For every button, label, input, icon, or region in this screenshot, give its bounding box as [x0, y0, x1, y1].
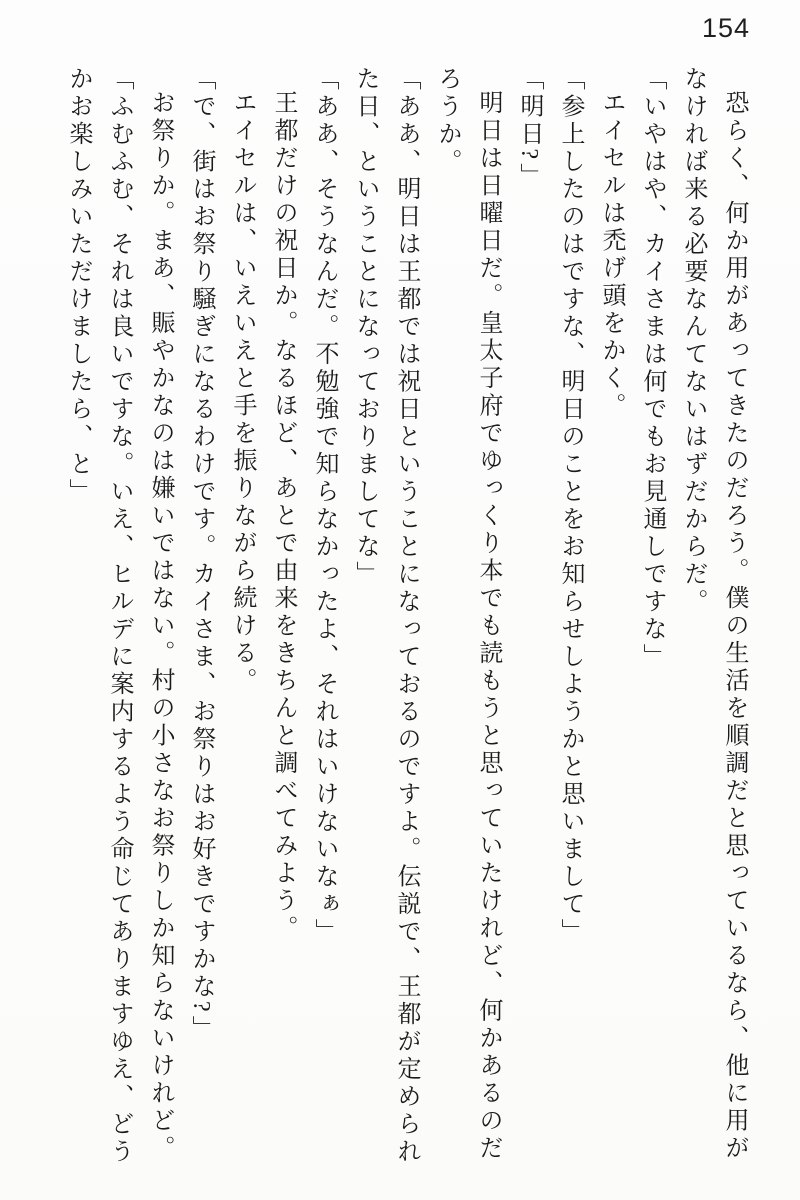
page-number: 154 — [701, 13, 750, 43]
paragraph-10: エイセルは、いえいえと手を振りながら続ける。 — [229, 90, 255, 695]
paragraph-5: 「明日?」 — [516, 66, 542, 191]
paragraph-7: 「ああ、明日は王都では祝日ということになっておるのですよ。伝説で、王都が定められた日、ということになっておりましてな」 — [352, 66, 419, 1166]
paragraph-3: エイセルは禿げ頭をかく。 — [598, 90, 624, 420]
paragraph-9: 王都だけの祝日か。なるほど、あとで由来をきちんと調べてみよう。 — [270, 90, 296, 943]
paragraph-13: 「ふむふむ、それは良いですな。いえ、ヒルデに案内するよう命じてありますゆえ、どうかお楽しみいただけましたら、と」 — [65, 66, 132, 1166]
paragraph-11: 「で、街はお祭り騒ぎになるわけです。カイさま、お祭りはお好きですかな?」 — [188, 66, 214, 1043]
paragraph-2: 「いやはや、カイさまは何でもお見通しですな」 — [639, 66, 665, 671]
vertical-text-block — [57, 66, 754, 1166]
paragraph-1: 恐らく、何か用があってきたのだろう。僕の生活を順調だと思っているなら、他に用がなければ来る必要なんてないはずだからだ。 — [680, 66, 747, 1163]
paragraph-12: お祭りか。まあ、賑やかなのは嫌いではない。村の小さなお祭りしか知らないけれど。 — [147, 90, 173, 1163]
paragraph-4: 「参上したのはですな、明日のことをお知らせしようかと思いまして」 — [557, 66, 583, 946]
paragraph-8: 「ああ、そうなんだ。不勉強で知らなかったよ、それはいけないなぁ」 — [311, 66, 337, 946]
paragraph-6: 明日は日曜日だ。皇太子府でゆっくり本でも読もうと思っていたけれど、何かあるのだろうか。 — [434, 66, 501, 1163]
